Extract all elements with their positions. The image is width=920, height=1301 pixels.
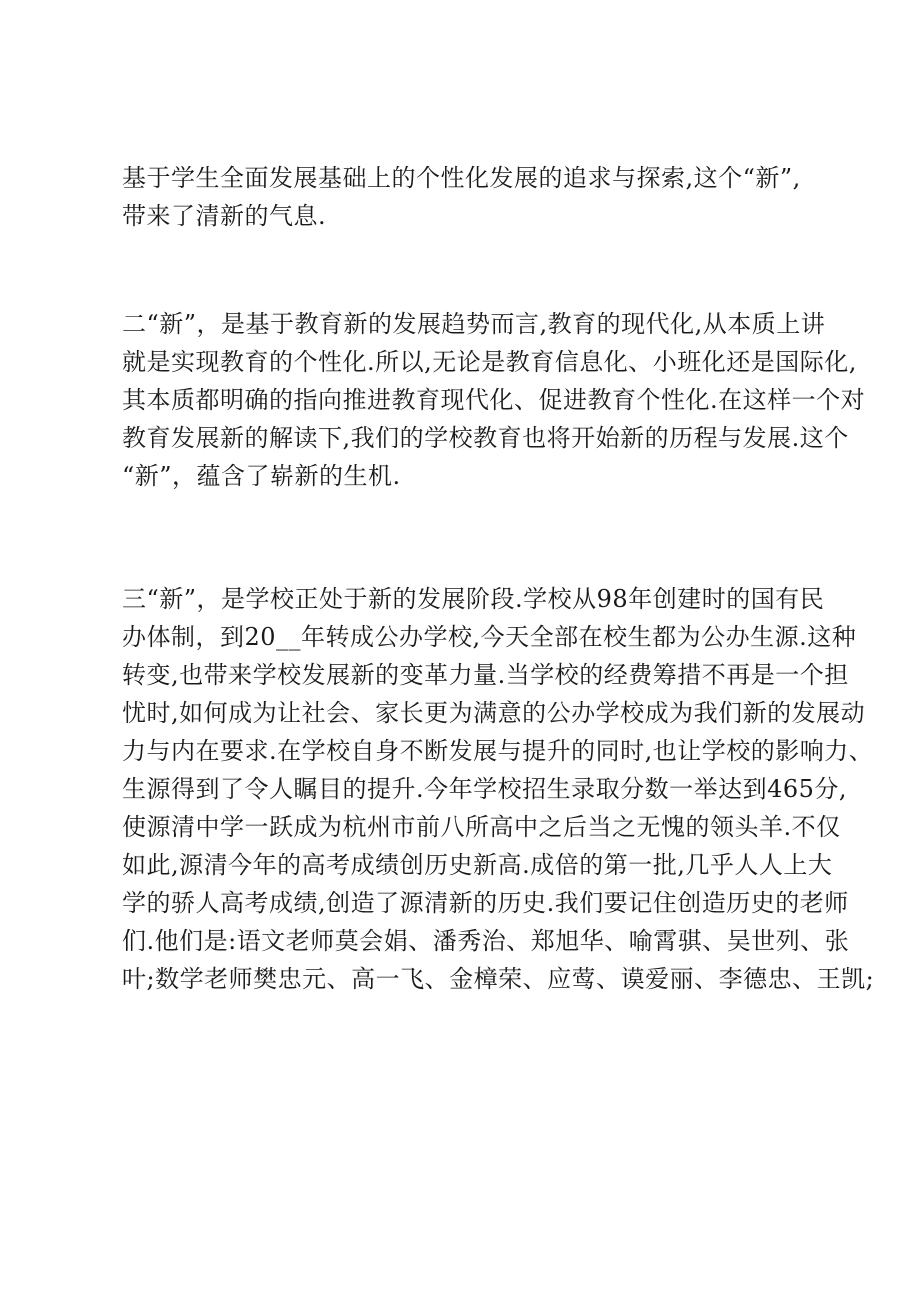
text-line: 生源得到了令人瞩目的提升.今年学校招生录取分数一举达到465分, [122,775,848,803]
text-line: 带来了清新的气息. [122,202,327,230]
text-line: 转变,也带来学校发展新的变革力量.当学校的经费筹措不再是一个担 [122,661,849,689]
text-line: 们.他们是:语文老师莫会娟、潘秀治、郑旭华、喻霄骐、吴世列、张 [122,927,850,955]
text-line: 叶;数学老师樊忠元、高一飞、金樟荣、应莺、谟爱丽、李德忠、王凯; [122,965,875,993]
text-line: 如此,源清今年的高考成绩创历史新高.成倍的第一批,几乎人人上大 [122,851,833,879]
text-line: 三“新”，是学校正处于新的发展阶段.学校从98年创建时的国有民 [122,585,825,613]
text-line: 基于学生全面发展基础上的个性化发展的追求与探索,这个“新”, [122,164,801,192]
paragraph-1 [122,159,822,235]
text-line: 教育发展新的解读下,我们的学校教育也将开始新的历程与发展.这个 [122,424,849,452]
text-line: 使源清中学一跃成为杭州市前八所高中之后当之无愧的领头羊.不仅 [122,813,841,841]
paragraph-2 [122,305,866,495]
text-line: 二“新”，是基于教育新的发展趋势而言,教育的现代化,从本质上讲 [122,310,826,338]
text-line: 学的骄人高考成绩,创造了源清新的历史.我们要记住创造历史的老师 [122,889,849,917]
text-line: 力与内在要求.在学校自身不断发展与提升的同时,也让学校的影响力、 [122,737,874,765]
text-line: “新”，蕴含了崭新的生机. [122,462,401,490]
paragraph-3 [122,580,875,998]
text-line: 办体制，到20__年转成公办学校,今天全部在校生都为公办生源.这种 [122,623,857,651]
text-line: 其本质都明确的指向推进教育现代化、促进教育个性化.在这样一个对 [122,386,866,414]
text-line: 忧时,如何成为让社会、家长更为满意的公办学校成为我们新的发展动 [122,699,866,727]
text-line: 就是实现教育的个性化.所以,无论是教育信息化、小班化还是国际化, [122,348,857,376]
